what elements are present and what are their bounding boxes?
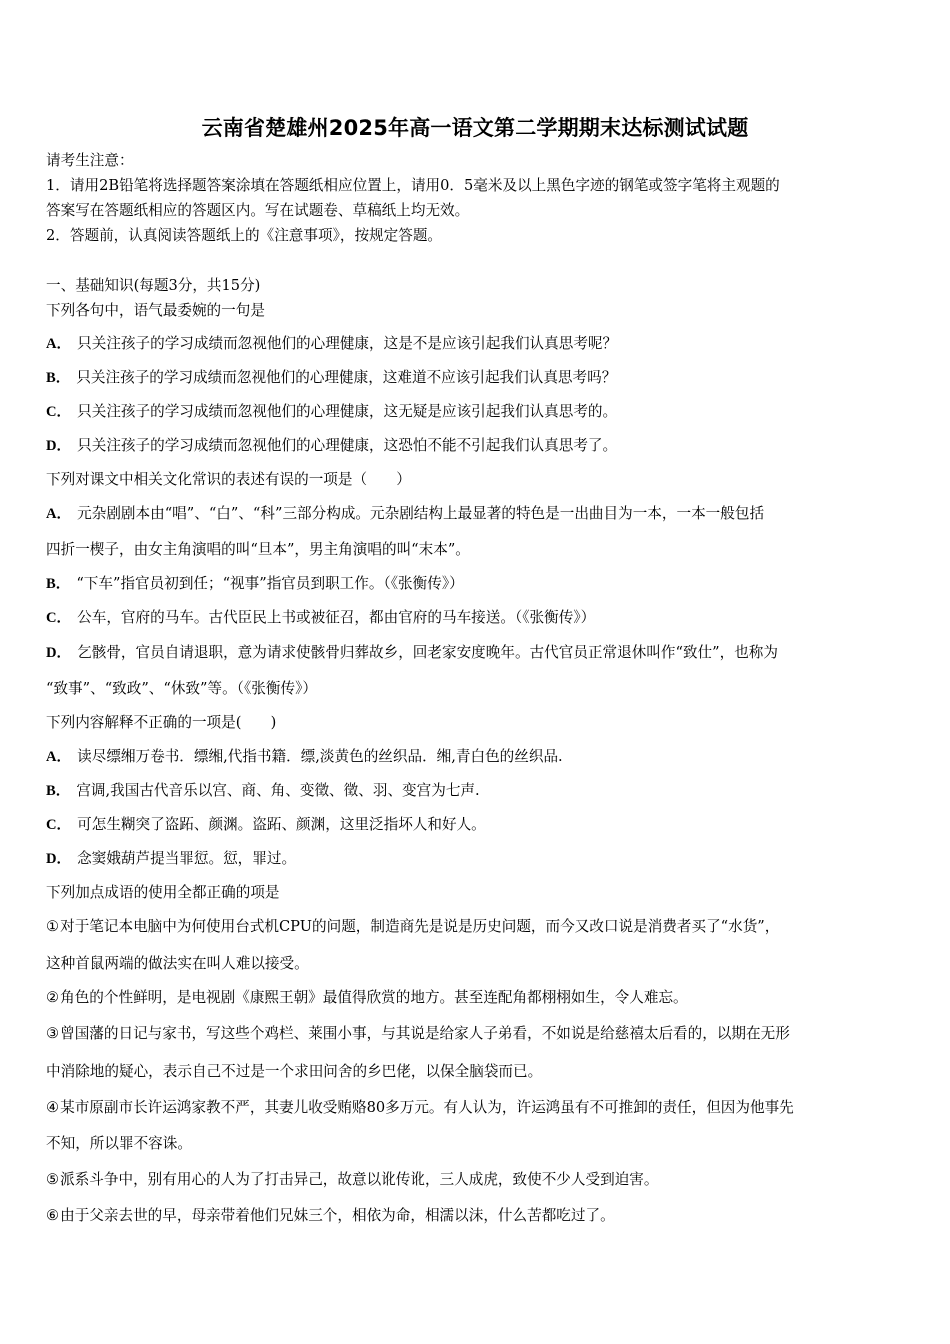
q4-item-2 — [46, 988, 688, 1008]
item-number: ⑤ — [46, 1171, 60, 1188]
q2-option-d — [46, 643, 778, 663]
notice-heading: 请考生注意： — [46, 152, 134, 169]
option-label: B． — [46, 370, 71, 386]
q1-option-a — [46, 334, 617, 354]
item-text: 对于笔记本电脑中为何使用台式机CPU的问题，制造商先是说是历史问题，而今又改口说是消费者买了“水货”， — [60, 918, 780, 935]
q4-item-4-cont: 不知，所以罪不容诛。 — [46, 1135, 192, 1152]
option-text: 元杂剧剧本由“唱”、“白”、“科”三部分构成。元杂剧结构上最显著的特色是一出曲目为一本，一本一般包括 — [77, 505, 765, 522]
q1-stem: 下列各句中，语气最委婉的一句是 — [46, 302, 265, 319]
item-text: 派系斗争中，别有用心的人为了打击异己，故意以讹传讹，三人成虎，致使不少人受到迫害。 — [60, 1171, 659, 1188]
option-label: D． — [46, 645, 72, 661]
option-label: D． — [46, 851, 72, 867]
option-text: 读尽缥缃万卷书．缥缃,代指书籍．缥,淡黄色的丝织品．缃,青白色的丝织品. — [77, 748, 563, 765]
option-text: 乞骸骨，官员自请退职，意为请求使骸骨归葬故乡，回老家安度晚年。古代官员正常退休叫作“致仕”，也称为 — [77, 644, 778, 661]
q4-item-3 — [46, 1024, 790, 1044]
section-heading: 一、基础知识(每题3分，共15分) — [46, 277, 261, 294]
q4-item-5 — [46, 1170, 658, 1190]
q4-item-4 — [46, 1098, 794, 1118]
q2-option-b — [46, 574, 464, 594]
q3-option-d — [46, 849, 296, 869]
item-number: ① — [46, 918, 60, 935]
q1-option-d — [46, 436, 617, 456]
option-label: B． — [46, 576, 71, 592]
q2-option-a-cont: 四折一楔子，由女主角演唱的叫“旦本”，男主角演唱的叫“末本”。 — [46, 541, 470, 558]
option-label: C． — [46, 817, 72, 833]
option-text: 只关注孩子的学习成绩而忽视他们的心理健康，这难道不应该引起我们认真思考吗？ — [76, 369, 617, 386]
item-number: ② — [46, 989, 60, 1006]
q1-option-c — [46, 402, 617, 422]
option-label: B． — [46, 783, 71, 799]
page-title: 云南省楚雄州2025年高一语文第二学期期末达标测试试题 — [201, 116, 749, 140]
option-label: D． — [46, 438, 72, 454]
option-label: C． — [46, 610, 72, 626]
q2-option-c — [46, 608, 595, 628]
option-text: 只关注孩子的学习成绩而忽视他们的心理健康，这恐怕不能不引起我们认真思考了。 — [77, 437, 618, 454]
option-label: A． — [46, 336, 72, 352]
option-text: 只关注孩子的学习成绩而忽视他们的心理健康，这是不是应该引起我们认真思考呢？ — [77, 335, 618, 352]
q4-item-1 — [46, 917, 779, 937]
item-text: 某市原副市长许运鸿家教不严，其妻儿收受贿赂80多万元。有人认为，许运鸿虽有不可推卸的责任，但因为他事先 — [60, 1099, 794, 1116]
item-number: ④ — [46, 1099, 60, 1116]
option-text: 可怎生糊突了盗跖、颜渊。盗跖、颜渊，这里泛指坏人和好人。 — [77, 816, 486, 833]
item-text: 角色的个性鲜明，是电视剧《康熙王朝》最值得欣赏的地方。甚至连配角都栩栩如生，令人难忘。 — [60, 989, 688, 1006]
option-label: C． — [46, 404, 72, 420]
q2-option-d-cont: “致事”、“致政”、“休致”等。（《张衡传》） — [46, 680, 317, 697]
q4-item-6 — [46, 1206, 615, 1226]
q2-option-a — [46, 504, 764, 524]
option-text: 念窦娥葫芦提当罪愆。愆，罪过。 — [77, 850, 297, 867]
item-text: 曾国藩的日记与家书，写这些个鸡栏、莱围小事，与其说是给家人子弟看，不如说是给慈禧太后看的，以期在无形 — [60, 1025, 790, 1042]
q3-stem: 下列内容解释不正确的一项是( ) — [46, 714, 277, 731]
option-text: “下车”指官员初到任；“视事”指官员到职工作。（《张衡传》） — [76, 575, 464, 592]
q3-option-c — [46, 815, 486, 835]
q4-item-1-cont: 这种首鼠两端的做法实在叫人难以接受。 — [46, 955, 309, 972]
q3-option-a — [46, 747, 563, 767]
q4-item-3-cont: 中消除地的疑心，表示自己不过是一个求田问舍的乡巴佬，以保全脑袋而已。 — [46, 1063, 543, 1080]
option-label: A． — [46, 506, 72, 522]
option-text: 公车，官府的马车。古代臣民上书或被征召，都由官府的马车接送。（《张衡传》） — [77, 609, 596, 626]
option-text: 只关注孩子的学习成绩而忽视他们的心理健康，这无疑是应该引起我们认真思考的。 — [77, 403, 618, 420]
q1-option-b — [46, 368, 616, 388]
q4-stem: 下列加点成语的使用全都正确的项是 — [46, 884, 280, 901]
option-label: A． — [46, 749, 72, 765]
notice-item-1-cont: 答案写在答题纸相应的答题区内。写在试题卷、草稿纸上均无效。 — [46, 202, 470, 219]
q2-stem: 下列对课文中相关文化常识的表述有误的一项是（ ） — [46, 471, 411, 488]
item-number: ⑥ — [46, 1207, 60, 1224]
option-text: 宫调,我国古代音乐以宫、商、角、变徵、徵、羽、变宫为七声. — [76, 782, 480, 799]
item-number: ③ — [46, 1025, 60, 1042]
item-text: 由于父亲去世的早，母亲带着他们兄妹三个，相依为命，相濡以沫，什么苦都吃过了。 — [60, 1207, 615, 1224]
notice-item-1: 1．请用2B铅笔将选择题答案涂填在答题纸相应位置上，请用0．5毫米及以上黑色字迹的钢笔或签字笔将主观题的 — [46, 177, 780, 194]
notice-item-2: 2．答题前，认真阅读答题纸上的《注意事项》，按规定答题。 — [46, 227, 443, 244]
q3-option-b — [46, 781, 480, 801]
